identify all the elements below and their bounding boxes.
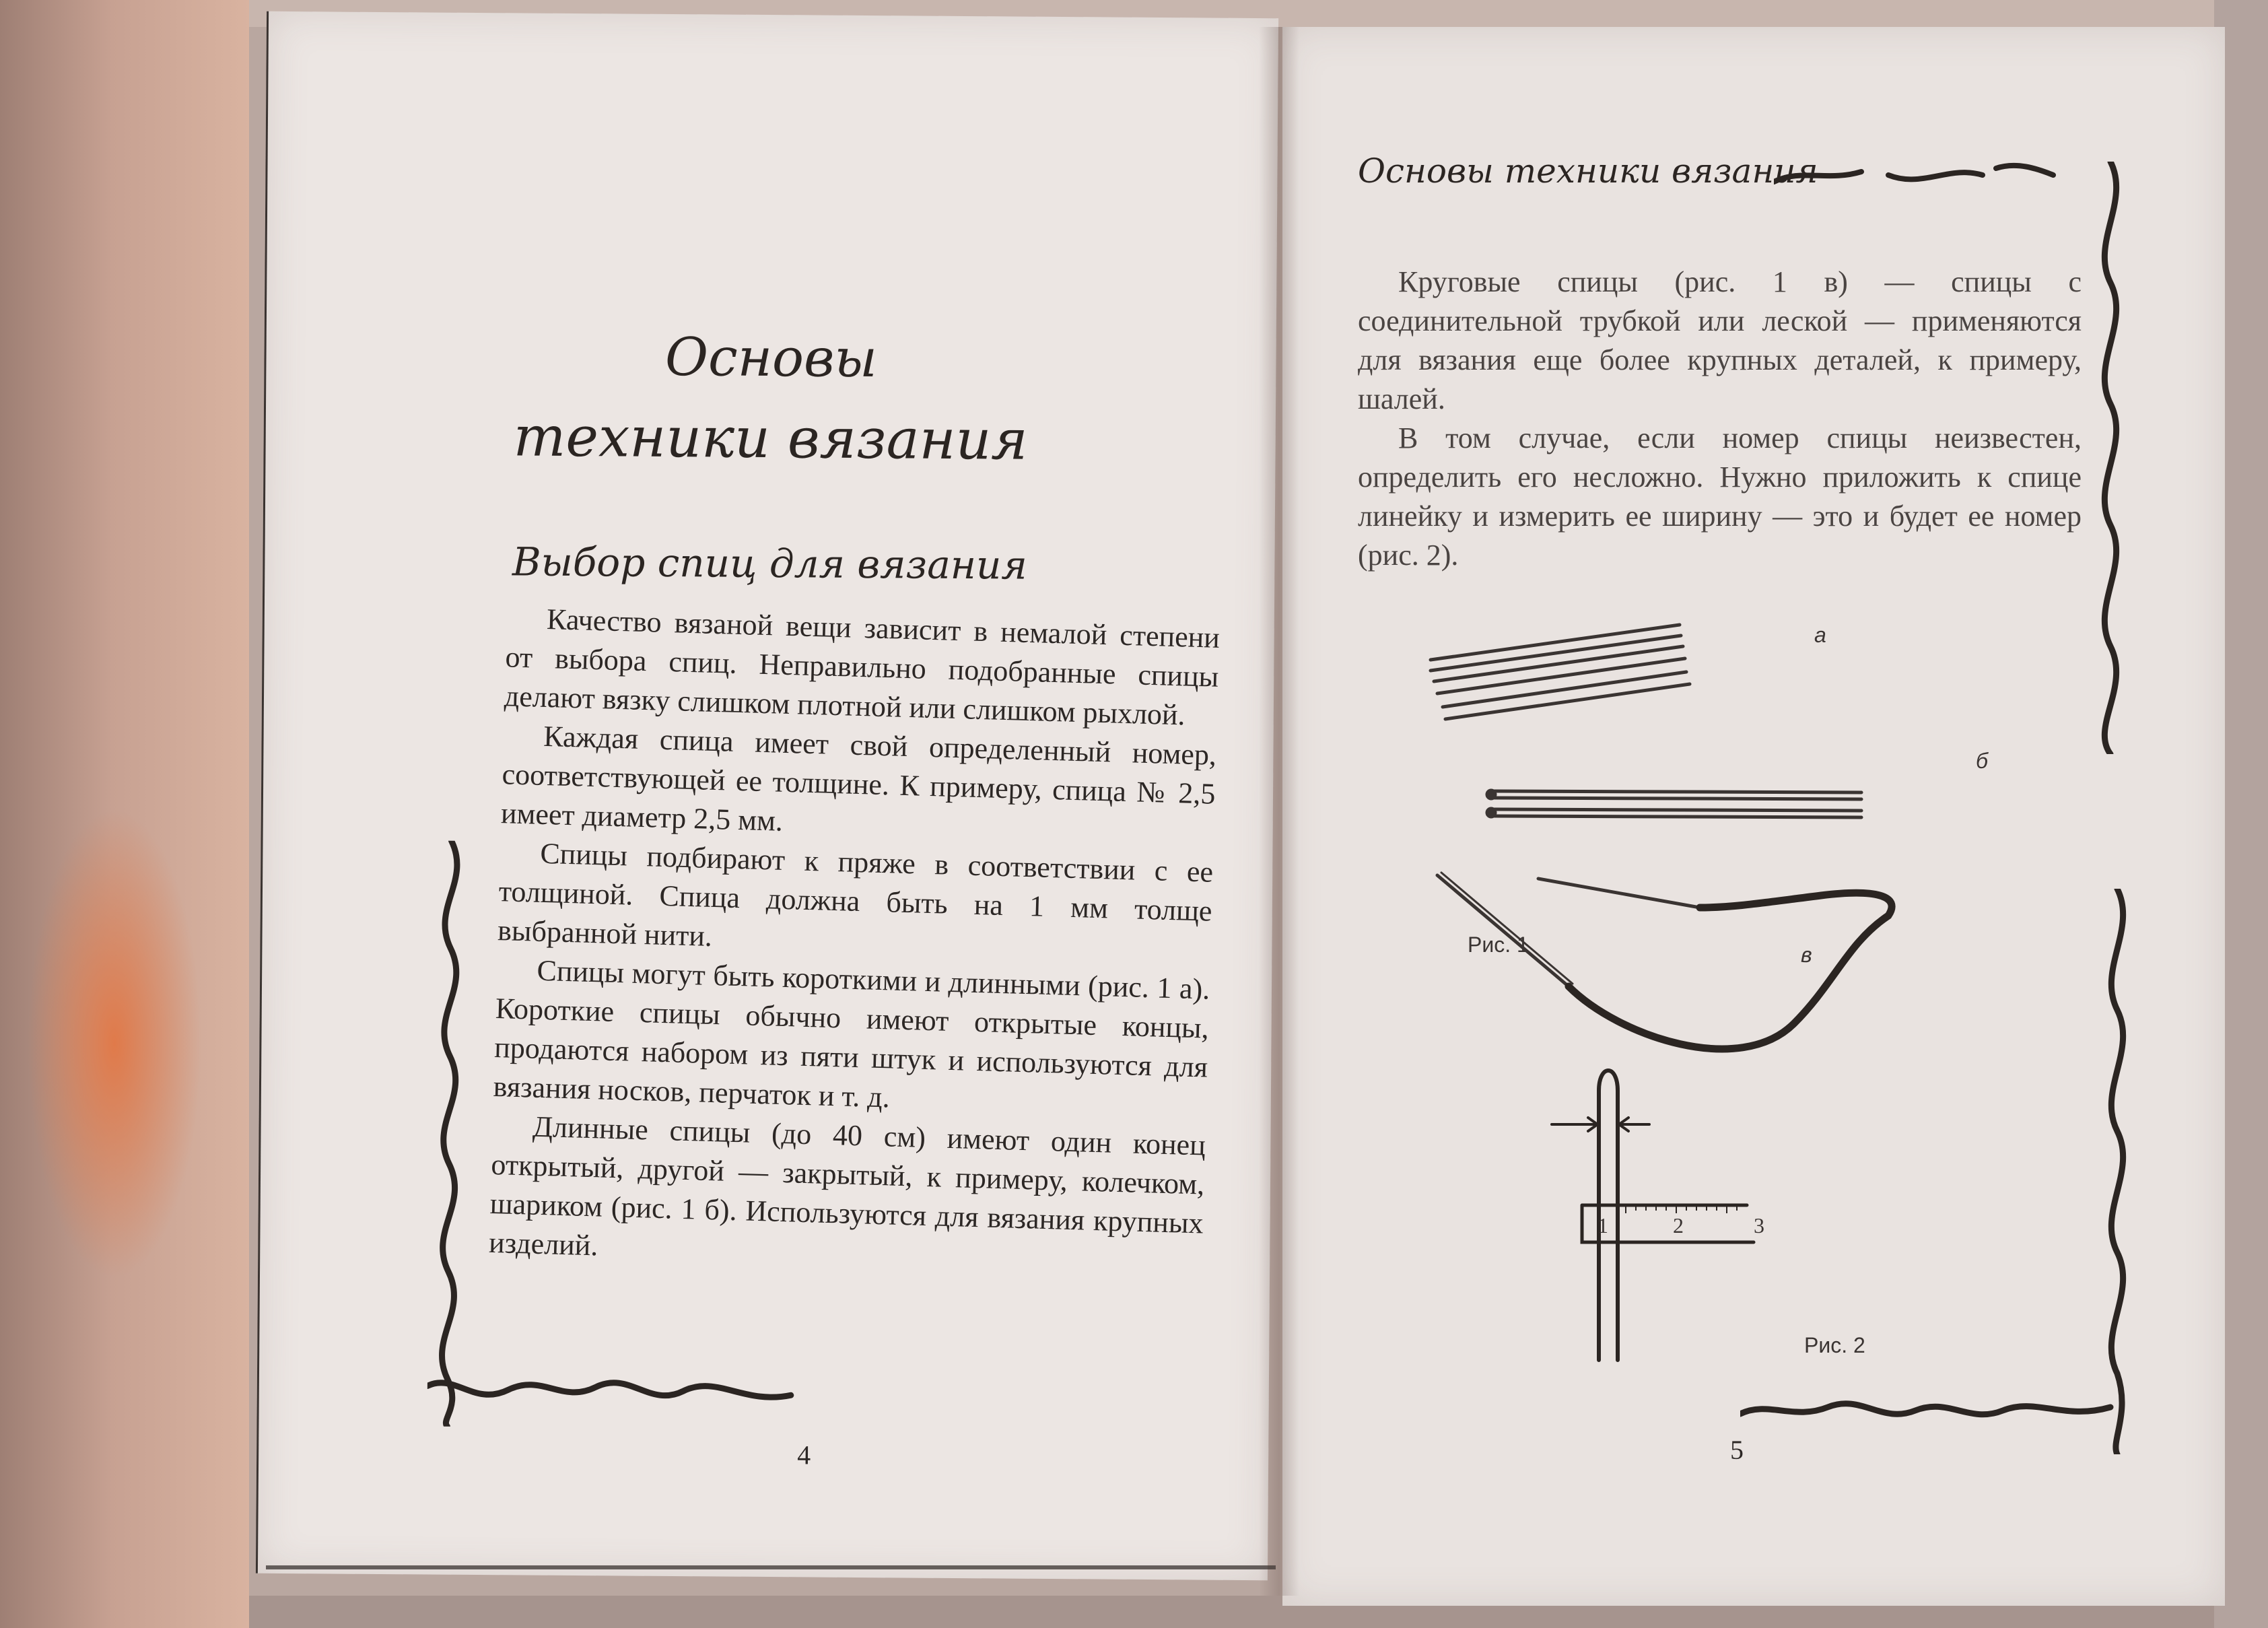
figure1-label-b: б [1976, 749, 1988, 773]
paragraph: Длинные спицы (до 40 см) имеют один конец открытый, другой — закрытый, к примеру, колечком, шариком (рис. 1 б). Используются для вязания крупных изделий. [488, 1110, 1206, 1262]
paragraph: Каждая спица имеет свой определенный номер, соответствующей ее толщине. К примеру, спица № 2,5 имеет диаметр 2,5 мм. [500, 719, 1217, 838]
ruler-mark-2: 2 [1673, 1213, 1684, 1237]
running-head-wave-ornament [1774, 155, 2057, 195]
page-edge-line [266, 1565, 1276, 1569]
wave-border-right-bottom-ornament [2090, 889, 2144, 1454]
left-page-body [489, 599, 1221, 1282]
paragraph: Качество вязаной вещи зависит в немалой степени от выбора спиц. Неправильно подобранные спицы делают вязку слишком плотной или слишком рыхлой. [504, 602, 1221, 732]
paragraph: Круговые спицы (рис. 1 в) — спицы с соединительной трубкой или леской — применяются для вязания еще более крупных деталей, к примеру, шалей. [1358, 265, 2082, 415]
background-left [0, 0, 249, 1628]
wave-border-bottom-ornament [427, 1365, 804, 1415]
right-page-body [1358, 263, 2082, 575]
short-needles-drawing [1431, 625, 1690, 719]
figure2-caption: Рис. 2 [1804, 1333, 1865, 1357]
wave-border-right-bottom-horizontal-ornament [1740, 1387, 2117, 1434]
paragraph: В том случае, если номер спицы неизвестен, определить его несложно. Нужно приложить к спице линейку и измерить ее ширину — это и будет ее номер (рис. 2). [1358, 421, 2082, 572]
running-head: Основы техники вязания [1358, 151, 1818, 191]
page-number: 5 [1730, 1435, 1744, 1465]
ruler-mark-3: 3 [1754, 1213, 1764, 1237]
circular-needles-drawing [1437, 873, 1892, 1049]
chapter-title-line2: техники вязания [513, 405, 1028, 473]
wave-border-right-top-ornament [2084, 162, 2137, 754]
wave-border-left-ornament [420, 840, 478, 1427]
figure1-caption: Рис. 1 [1468, 932, 1529, 957]
page-number: 4 [797, 1439, 811, 1470]
figure2-needle-ruler [1545, 1064, 1855, 1373]
paragraph: Спицы могут быть короткими и длинными (рис. 1 а). Короткие спицы обычно имеют открытые концы, продаются набором из пяти штук и используются для вязания носков, перчаток и т. д. [493, 953, 1210, 1114]
right-page [1282, 27, 2225, 1606]
figure1-label-c: в [1801, 943, 1812, 967]
ruler-mark-1: 1 [1597, 1213, 1608, 1237]
figure1-label-a: а [1814, 623, 1826, 647]
figure1-knitting-needles [1417, 606, 2023, 1077]
book-spine-shadow [1259, 27, 1299, 1596]
section-title: Выбор спиц для вязания [512, 539, 1027, 588]
left-page [256, 11, 1278, 1580]
paragraph: Спицы подбирают к пряже в соответствии с ее толщиной. Спица должна быть на 1 мм толще выбранной нити. [497, 836, 1214, 953]
chapter-title-line1: Основы [664, 327, 878, 390]
long-needles-drawing [1487, 790, 1861, 817]
